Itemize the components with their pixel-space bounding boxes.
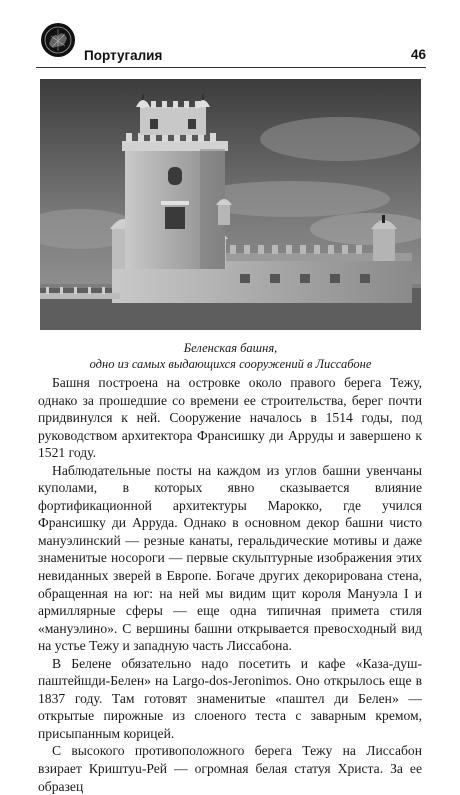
- belem-tower-image: [40, 79, 421, 330]
- figure-caption: [40, 340, 421, 372]
- caption-line-1: Беленская башня,: [183, 341, 278, 355]
- paragraph: В Белене обязательно надо посетить и кафе «Каза-душ-паштейшди-Белен» на Largo-dos-Jeronimos. Оно открылось еще в 1837 году. Там готовят знаменитые «паштел ди Белен» — открытые пирожные из слоеного теста с заварным кремом, присыпанным корицей.: [38, 655, 422, 741]
- paragraph: Башня построена на островке около правого берега Тежу, однако за прошедшие со времени ее строительства, берег почти придвинулся к ней. Сооружение началось в 1514 годы, под руководством архитектора Франсишку ди Арруды и завершено к 1521 году.: [38, 375, 422, 461]
- page-header: [36, 18, 426, 68]
- section-title: Португалия: [84, 48, 163, 63]
- paragraph: Наблюдательные посты на каждом из углов башни увенчаны куполами, в которых явно сказывается влияние фортификационной архитектуры Марокко, где учился Франсишку ди Арруда. Однако в основном декор башни чисто мануэлинский — резные канаты, геральдические мотивы и даже знаменитые носороги — первые скульптурные изображения этих невиданных зверей в Европе. Богаче других декорирована стена, обращенная на юг: на ней мы видим щит короля Мануэла I и армиллярные сферы — еще одна типичная примета стиля «мануэлино». С вершины башни открывается превосходный вид на устье Тежу и западную часть Лиссабона.: [38, 462, 422, 654]
- caption-line-2: одно из самых выдающихся сооружений в Лиссабоне: [89, 357, 372, 371]
- page-number: 46: [410, 47, 426, 62]
- emblem-icon: [40, 22, 76, 58]
- header-rule: [36, 67, 426, 68]
- tower-photo: [40, 79, 421, 330]
- article-body: [38, 374, 422, 795]
- paragraph: С высокого противоположного берега Тежу на Лиссабон взирает Криштуu-Рей — огромная белая статуя Христа. За ее образец: [38, 743, 422, 794]
